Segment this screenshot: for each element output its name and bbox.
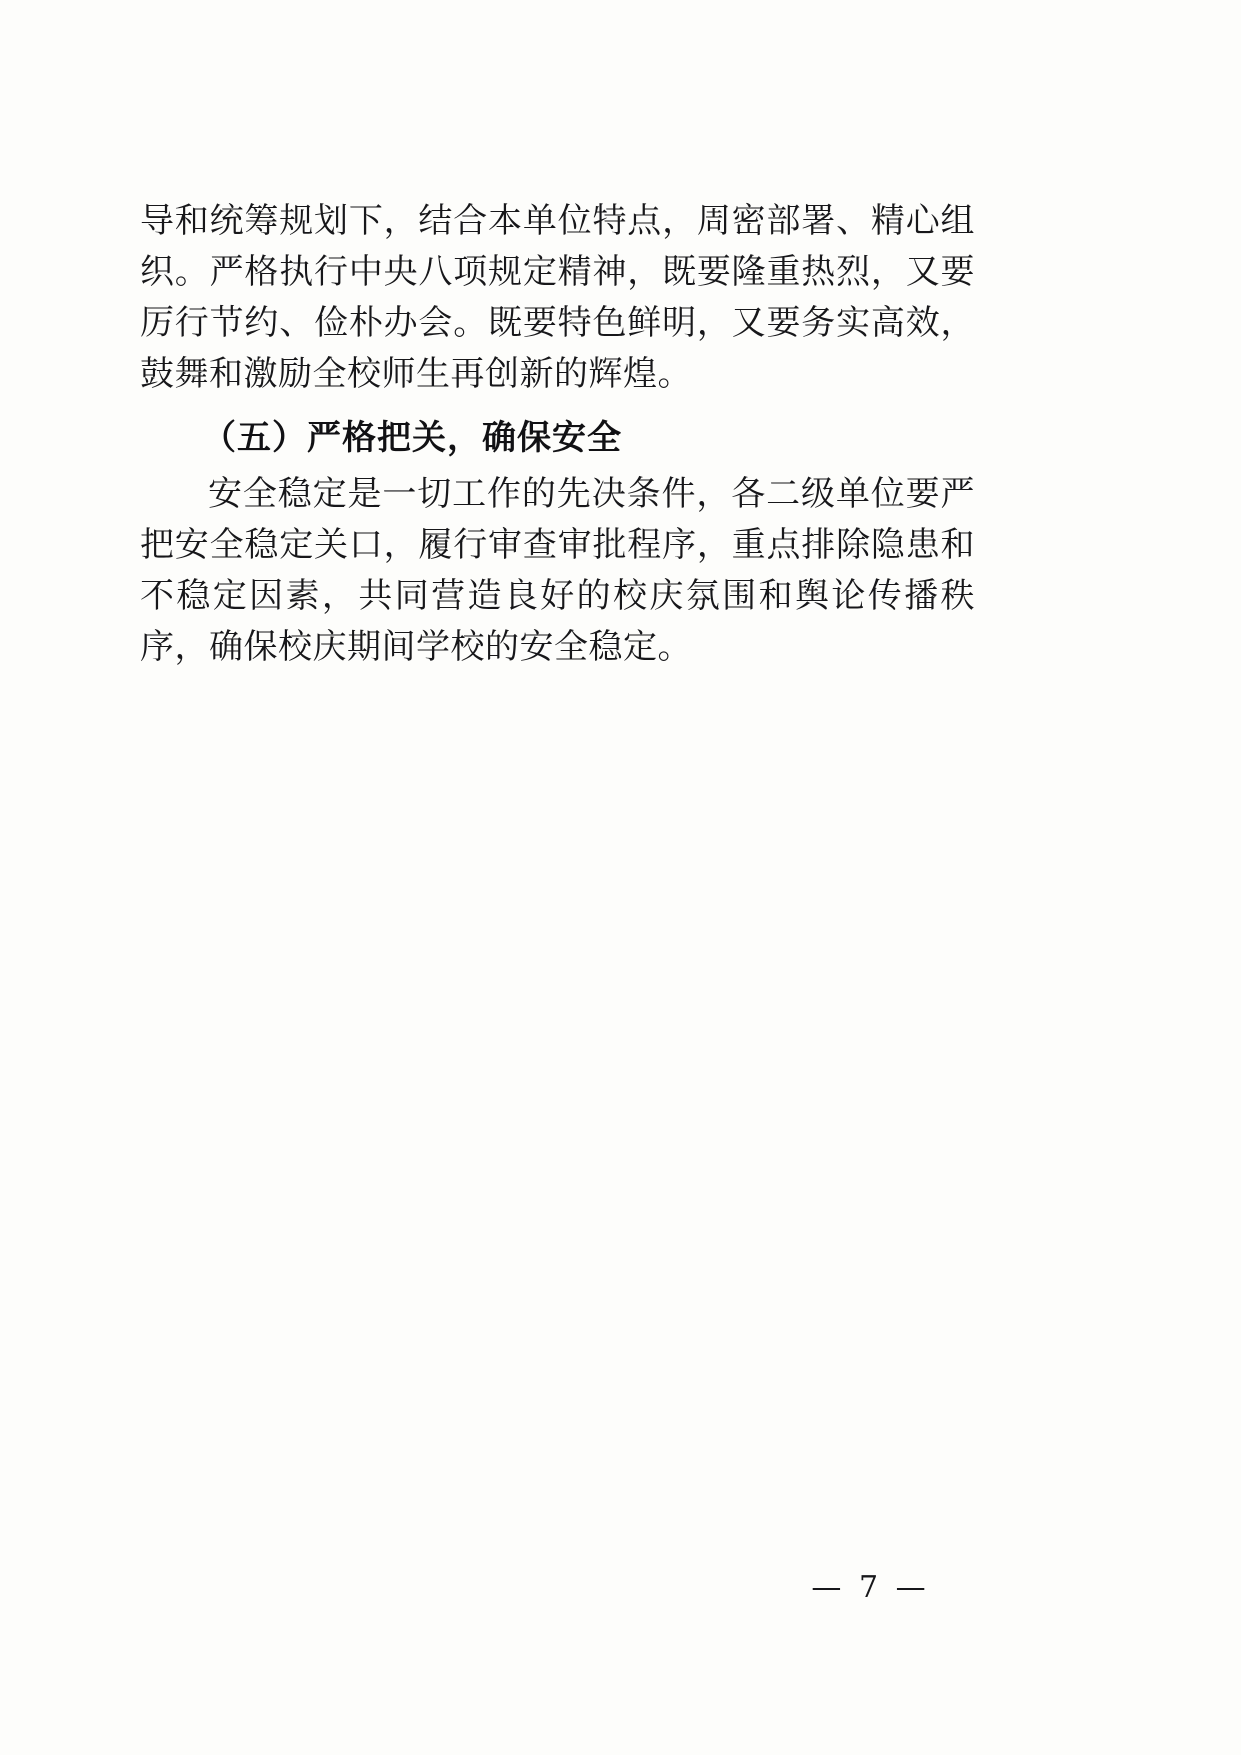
paragraph-spacer xyxy=(140,400,975,404)
page-number: — 7 — xyxy=(811,1570,930,1605)
paragraph-continued: 导和统筹规划下，结合本单位特点，周密部署、精心组织。严格执行中央八项规定精神，既要隆重热烈，又要厉行节约、俭朴办会。既要特色鲜明，又要务实高效，鼓舞和激励全校师生再创新的辉煌。 xyxy=(140,201,975,394)
document-body xyxy=(140,196,975,673)
section-paragraph: 安全稳定是一切工作的先决条件，各二级单位要严把安全稳定关口，履行审查审批程序，重点排除隐患和不稳定因素，共同营造良好的校庆氛围和舆论传播秩序，确保校庆期间学校的安全稳定。 xyxy=(140,474,975,667)
section-heading: （五）严格把关，确保安全 xyxy=(202,418,622,458)
